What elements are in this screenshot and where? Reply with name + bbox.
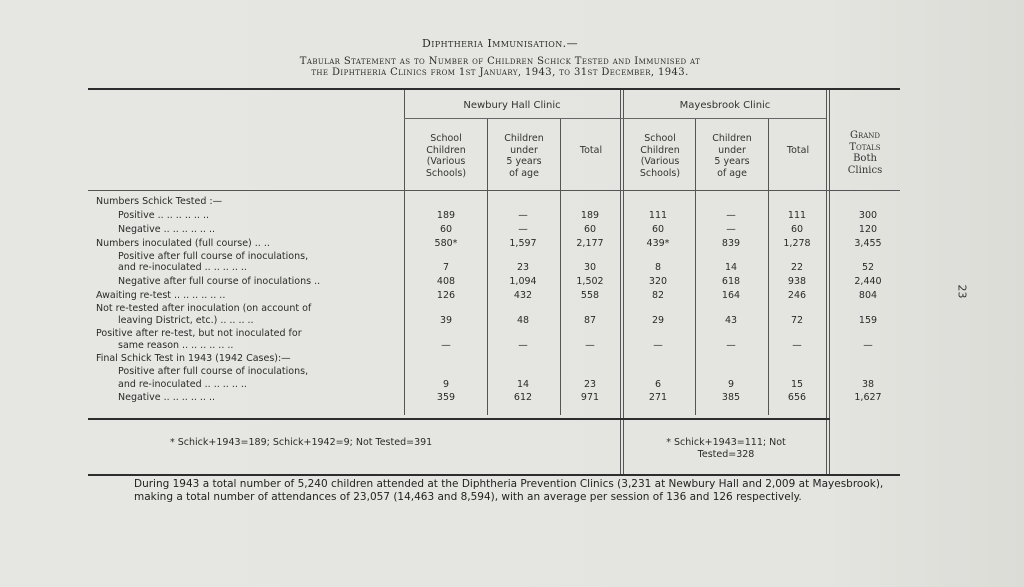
cell-newbury-school: 189 [436,210,456,221]
row-label: Negative .. .. .. .. .. .. [118,392,215,403]
cell-newbury-total: 87 [583,315,597,326]
cell-mayesbrook-school: — [653,340,663,351]
group-header-rule [404,118,826,119]
row-label: Positive .. .. .. .. .. .. [118,210,209,221]
row-label: Negative after full course of inoculations .. [118,276,321,287]
cell-newbury-school: 60 [439,224,453,235]
cell-mayesbrook-under5: — [726,340,736,351]
cell-newbury-total: 2,177 [576,238,604,249]
cell-newbury-total: 1,502 [576,276,604,287]
cell-mayesbrook-under5: — [726,224,736,235]
row-label: Final Schick Test in 1943 (1942 Cases):— [96,353,291,364]
newbury-clinic-header: Newbury Hall Clinic [463,100,561,111]
cell-mayesbrook-under5: 385 [721,392,741,403]
cell-newbury-total: 30 [583,262,597,273]
cell-newbury-school: 580* [434,238,458,249]
cell-mayesbrook-under5: 618 [721,276,741,287]
cell-mayesbrook-school: 6 [654,379,662,390]
row-label: Numbers inoculated (full course) .. .. [96,238,270,249]
cell-newbury-school: 408 [436,276,456,287]
cell-mayesbrook-total: 246 [787,290,807,301]
row-label: Positive after full course of inoculations, [118,251,309,262]
grand-totals-header: Grand Totals Both Clinics [847,130,883,176]
cell-newbury-school: 39 [439,315,453,326]
table-top-rule [88,88,900,90]
cell-grand-total: 120 [858,224,878,235]
cell-mayesbrook-school: 320 [648,276,668,287]
cell-mayesbrook-total: 72 [790,315,804,326]
cell-mayesbrook-under5: 14 [724,262,738,273]
cell-mayesbrook-school: 82 [651,290,665,301]
table-divider-sub-3 [695,118,696,415]
cell-grand-total: 38 [861,379,875,390]
cell-newbury-total: — [585,340,595,351]
row-label: Awaiting re-test .. .. .. .. .. .. [96,290,226,301]
cell-newbury-under5: 48 [516,315,530,326]
row-label: and re-inoculated .. .. .. .. .. [118,379,247,390]
row-label: Not re-tested after inoculation (on account of [96,303,312,314]
cell-newbury-under5: 1,597 [509,238,537,249]
cell-newbury-school: 359 [436,392,456,403]
mayesbrook-school-children-header: School Children (Various Schools) [639,133,681,179]
cell-grand-total: 804 [858,290,878,301]
cell-mayesbrook-total: 15 [790,379,804,390]
document-title: Diphtheria Immunisation.— [422,37,578,50]
table-body-bottom-rule [88,418,830,420]
cell-mayesbrook-total: 22 [790,262,804,273]
cell-newbury-under5: 23 [516,262,530,273]
cell-mayesbrook-total: 60 [790,224,804,235]
cell-newbury-under5: 612 [513,392,533,403]
cell-newbury-total: 558 [580,290,600,301]
cell-mayesbrook-school: 439* [646,238,670,249]
cell-mayesbrook-total: 1,278 [783,238,811,249]
mayesbrook-under5-header: Children under 5 years of age [712,133,752,179]
mayesbrook-clinic-header: Mayesbrook Clinic [679,100,771,111]
row-label: Numbers Schick Tested :— [96,196,223,207]
cell-newbury-school: 126 [436,290,456,301]
attendance-paragraph: During 1943 a total number of 5,240 children attended at the Diphtheria Prevention Clinics (3,231 at Newbury Hall and 2,009 at Mayesbrook), making a total number of attendances of 23,057 (14,463 and 8,594), with an average per session of 136 and 126 respectively. [134,478,884,503]
cell-mayesbrook-under5: 164 [721,290,741,301]
cell-mayesbrook-school: 111 [648,210,668,221]
footnote-mayesbrook: * Schick+1943=111; Not Tested=328 [666,437,786,460]
row-label: Positive after re-test, but not inoculated for [96,328,302,339]
cell-newbury-school: 7 [442,262,450,273]
cell-newbury-total: 971 [580,392,600,403]
cell-newbury-total: 60 [583,224,597,235]
cell-mayesbrook-under5: 9 [727,379,735,390]
cell-newbury-total: 23 [583,379,597,390]
cell-newbury-under5: 14 [516,379,530,390]
cell-mayesbrook-total: 938 [787,276,807,287]
header-bottom-rule [88,190,900,191]
document-subtitle-line-2: the Diphtheria Clinics from 1st January, 1943, to 31st December, 1943. [311,67,689,78]
cell-newbury-under5: — [518,210,528,221]
newbury-total-header: Total [579,145,603,156]
cell-mayesbrook-under5: 43 [724,315,738,326]
newbury-school-children-header: School Children (Various Schools) [425,133,467,179]
cell-grand-total: 52 [861,262,875,273]
cell-newbury-under5: 432 [513,290,533,301]
cell-mayesbrook-school: 29 [651,315,665,326]
row-label: same reason .. .. .. .. .. .. [118,340,234,351]
mayesbrook-total-header: Total [786,145,810,156]
cell-mayesbrook-under5: — [726,210,736,221]
cell-grand-total: 300 [858,210,878,221]
table-divider-label-col [404,90,405,415]
row-label: Positive after full course of inoculations, [118,366,309,377]
footnote-newbury: * Schick+1943=189; Schick+1942=9; Not Tested=391 [170,437,433,448]
cell-newbury-under5: 1,094 [509,276,537,287]
cell-mayesbrook-total: 656 [787,392,807,403]
cell-mayesbrook-school: 60 [651,224,665,235]
cell-newbury-under5: — [518,340,528,351]
row-label: Negative .. .. .. .. .. .. [118,224,215,235]
cell-newbury-total: 189 [580,210,600,221]
cell-mayesbrook-under5: 839 [721,238,741,249]
row-label: leaving District, etc.) .. .. .. .. [118,315,254,326]
cell-mayesbrook-school: 271 [648,392,668,403]
document-subtitle-line-1: Tabular Statement as to Number of Children Schick Tested and Immunised at [299,56,701,67]
cell-newbury-under5: — [518,224,528,235]
cell-grand-total: 2,440 [854,276,882,287]
cell-mayesbrook-total: — [792,340,802,351]
cell-grand-total: 3,455 [854,238,882,249]
cell-grand-total: 159 [858,315,878,326]
row-label: and re-inoculated .. .. .. .. .. [118,262,247,273]
cell-grand-total: — [863,340,873,351]
cell-grand-total: 1,627 [854,392,882,403]
table-bottom-rule [88,474,900,476]
cell-mayesbrook-school: 8 [654,262,662,273]
cell-newbury-school: — [441,340,451,351]
cell-newbury-school: 9 [442,379,450,390]
page-number: 23 [955,284,969,299]
table-divider-sub-1 [487,118,488,415]
cell-mayesbrook-total: 111 [787,210,807,221]
newbury-under5-header: Children under 5 years of age [504,133,544,179]
